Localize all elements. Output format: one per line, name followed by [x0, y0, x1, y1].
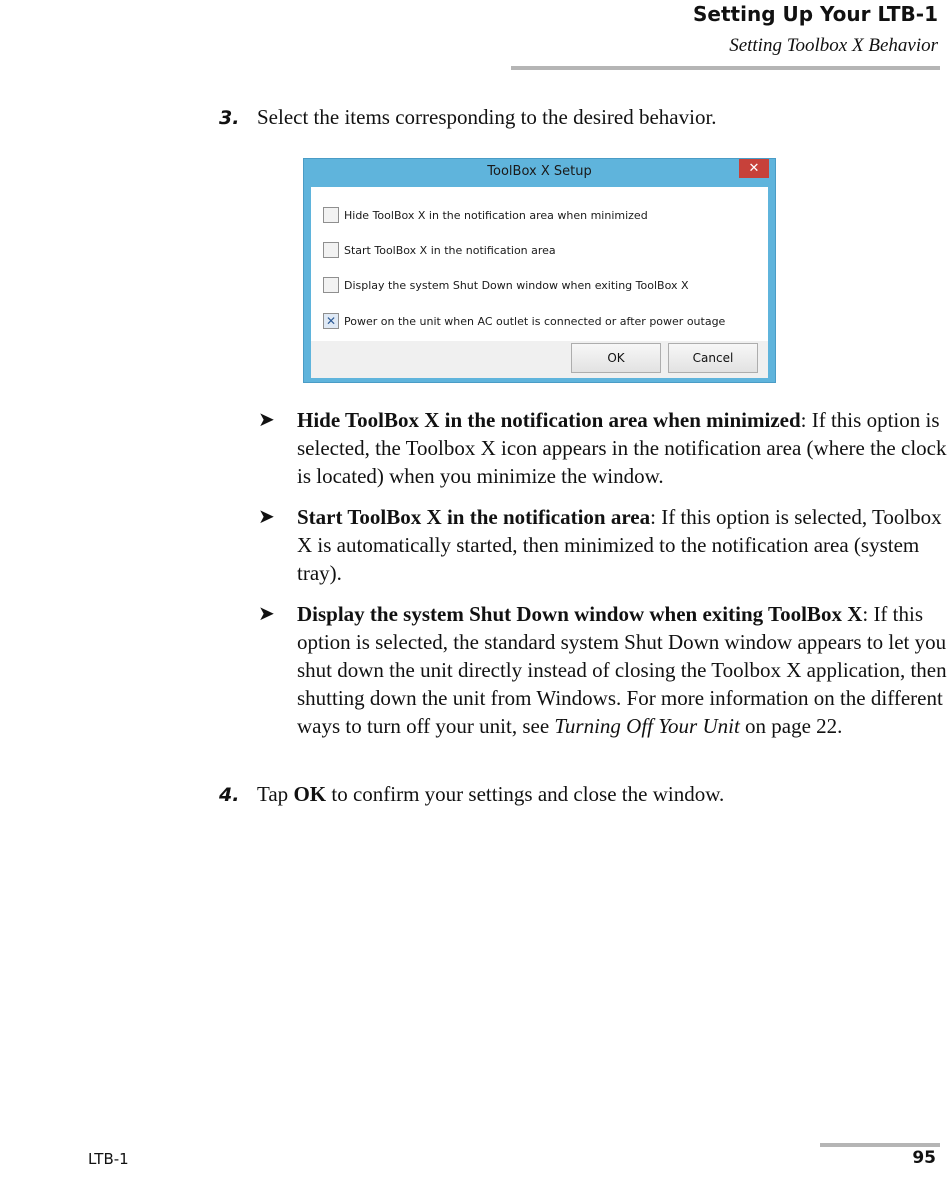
arrow-bullet-icon: ➤ — [258, 506, 275, 528]
close-button[interactable] — [739, 159, 769, 178]
option-label: Hide ToolBox X in the notification area when minimized — [344, 208, 648, 222]
check-icon: ✕ — [325, 314, 337, 328]
bullet-bold: Start ToolBox X in the notification area — [297, 505, 651, 529]
step-bold: OK — [293, 782, 327, 806]
cancel-button[interactable]: Cancel — [668, 343, 758, 373]
ok-button[interactable]: OK — [571, 343, 661, 373]
option-label: Power on the unit when AC outlet is connected or after power outage — [344, 314, 726, 328]
checkbox[interactable] — [323, 242, 339, 258]
step-text-after: to confirm your settings and close the window. — [326, 782, 725, 806]
checkbox-checked[interactable] — [323, 313, 339, 329]
bullet-item — [258, 503, 948, 587]
page-number: 95 — [912, 1148, 936, 1168]
option-label: Display the system Shut Down window when exiting ToolBox X — [344, 278, 689, 292]
bullet-text: : If this option is selected, the standard system Shut Down window appears to let you shut down the unit directly instead of closing the Toolbox X application, then shutting down the unit from Windows. For more information on the different ways to turn off your unit, see — [297, 602, 947, 738]
cross-reference-link[interactable]: Turning Off Your Unit — [554, 714, 740, 738]
bullet-text-after: on page 22. — [739, 714, 843, 738]
arrow-bullet-icon: ➤ — [258, 603, 275, 625]
bullet-text: : If this option is selected, Toolbox X is automatically started, then minimized to the notification area (system tray). — [297, 505, 942, 585]
bullet-item — [258, 600, 948, 740]
dialog-body — [311, 187, 768, 341]
bullet-bold: Hide ToolBox X in the notification area when minimized — [297, 408, 801, 432]
step-text: Select the items corresponding to the desired behavior. — [257, 105, 717, 129]
option-hide-toolbox[interactable] — [323, 205, 648, 225]
bullet-bold: Display the system Shut Down window when exiting ToolBox X — [297, 602, 863, 626]
dialog-title: ToolBox X Setup — [487, 164, 592, 179]
dialog-footer — [311, 341, 768, 378]
footer-product: LTB-1 — [88, 1150, 129, 1168]
footer-rule — [820, 1143, 940, 1147]
header-rule — [511, 66, 940, 70]
bullet-item — [258, 406, 948, 490]
checkbox[interactable] — [323, 277, 339, 293]
arrow-bullet-icon: ➤ — [258, 409, 275, 431]
step-number: 4. — [219, 784, 240, 806]
checkbox[interactable] — [323, 207, 339, 223]
step-text-before: Tap — [257, 782, 294, 806]
step-number: 3. — [219, 107, 240, 129]
option-start-toolbox[interactable] — [323, 240, 556, 260]
bullet-list — [258, 406, 948, 753]
step-3 — [219, 103, 717, 132]
option-power-on[interactable] — [323, 311, 725, 331]
header-title: Setting Up Your LTB-1 — [693, 2, 938, 26]
close-icon: ✕ — [748, 161, 760, 176]
bullet-text: : If this option is selected, the Toolbox X icon appears in the notification area (where the clock is located) when you minimize the window. — [297, 408, 947, 488]
step-4 — [219, 780, 724, 809]
option-label: Start ToolBox X in the notification area — [344, 243, 556, 257]
header-subtitle: Setting Toolbox X Behavior — [729, 35, 938, 56]
option-shutdown-window[interactable] — [323, 275, 689, 295]
toolbox-setup-dialog — [303, 158, 776, 383]
